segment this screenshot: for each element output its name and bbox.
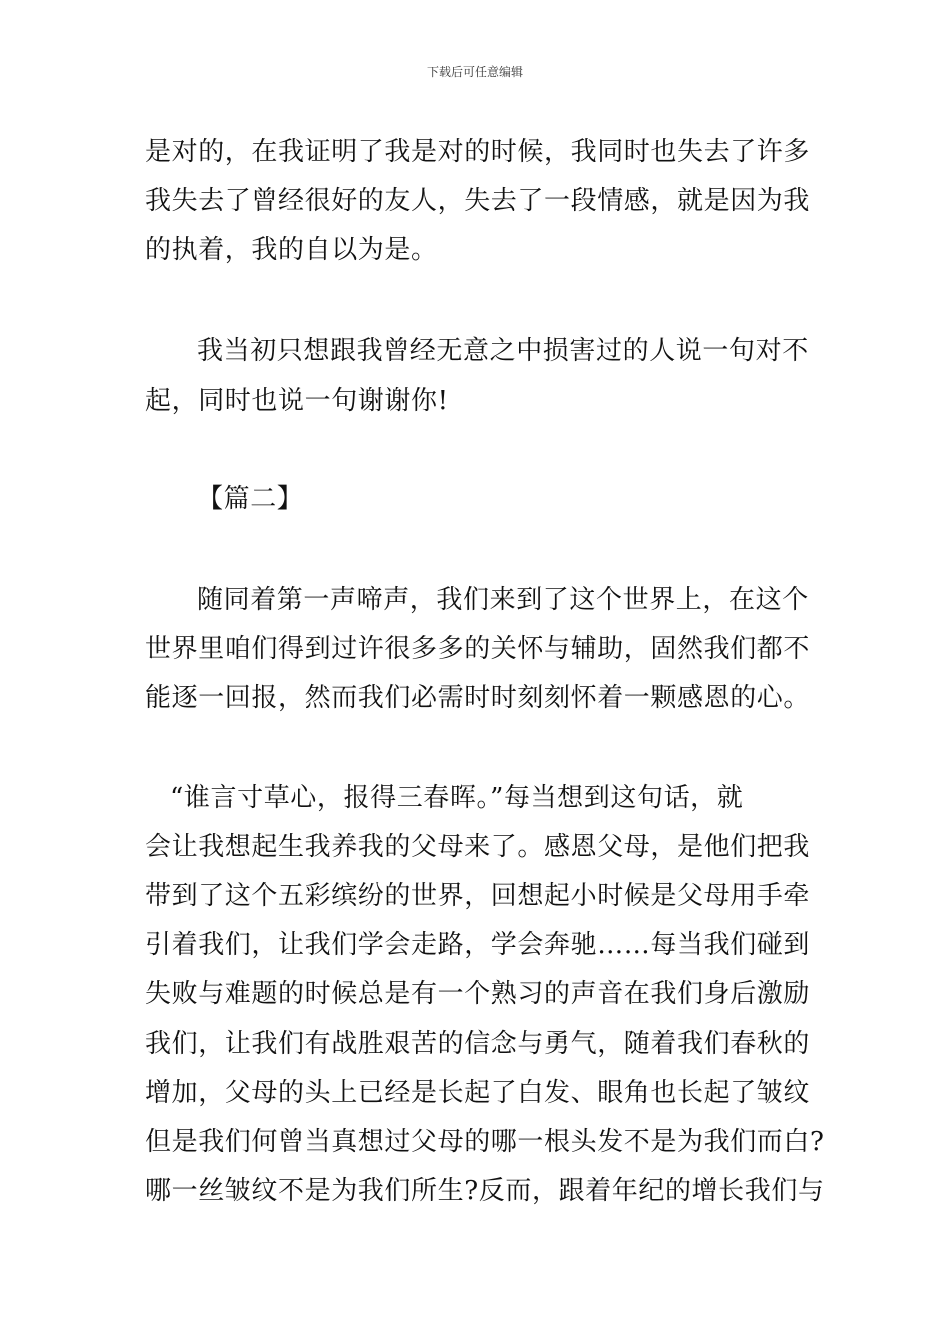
text-line: 带到了这个五彩缤纷的世界，回想起小时候是父母用手牵 (145, 881, 811, 911)
text-line: 失败与难题的时候总是有一个熟习的声音在我们身后激励 (145, 979, 811, 1009)
text-line: 的执着，我的自以为是。 (145, 235, 438, 265)
text-line: 能逐一回报，然而我们必需时时刻刻怀着一颗感恩的心。 (145, 683, 811, 713)
text-line: 起，同时也说一句谢谢你! (145, 386, 449, 416)
text-line: 随同着第一声啼声，我们来到了这个世界上，在这个 (197, 585, 809, 615)
text-line: “谁言寸草心，报得三春晖。”每当想到这句话，就 (170, 783, 744, 813)
text-line: 我失去了曾经很好的友人，失去了一段情感，就是因为我 (145, 186, 811, 216)
text-line: 引着我们，让我们学会走路，学会奔驰……每当我们碰到 (145, 930, 811, 960)
text-line: 但是我们何曾当真想过父母的哪一根头发不是为我们而白? (145, 1127, 825, 1157)
text-line: 增加，父母的头上已经是长起了白发、眼角也长起了皱纹 (145, 1078, 811, 1108)
page-header: 下载后可任意编辑 (426, 65, 523, 79)
section-title: 【篇二】 (197, 484, 304, 514)
text-line: 哪一丝皱纹不是为我们所生?反而，跟着年纪的增长我们与 (145, 1176, 825, 1206)
text-line: 我当初只想跟我曾经无意之中损害过的人说一句对不 (197, 336, 809, 366)
text-line: 是对的，在我证明了我是对的时候，我同时也失去了许多 (145, 137, 811, 167)
text-line: 我们，让我们有战胜艰苦的信念与勇气，随着我们春秋的 (145, 1029, 811, 1059)
text-line: 世界里咱们得到过许很多多的关怀与辅助，固然我们都不 (145, 634, 811, 664)
text-line: 会让我想起生我养我的父母来了。感恩父母，是他们把我 (145, 832, 811, 862)
